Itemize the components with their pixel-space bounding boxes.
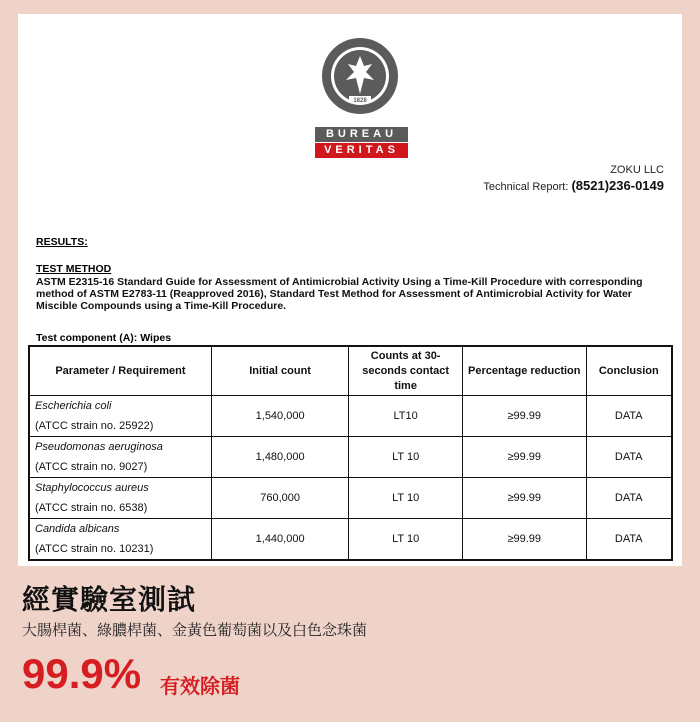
organism-name: Pseudomonas aeruginosa xyxy=(35,441,163,453)
column-header: Conclusion xyxy=(586,346,672,396)
counts-cell: LT 10 xyxy=(349,519,463,561)
conclusion-cell: DATA xyxy=(586,478,672,519)
results-heading: RESULTS: xyxy=(36,236,88,248)
counts-cell: LT10 xyxy=(349,396,463,437)
initial-count-cell: 1,440,000 xyxy=(211,519,348,561)
column-header: Initial count xyxy=(211,346,348,396)
column-header: Parameter / Requirement xyxy=(29,346,211,396)
table-row xyxy=(29,519,672,561)
logo-text-veritas: VERITAS xyxy=(315,143,408,158)
efficacy-label: 有效除菌 xyxy=(160,676,240,698)
column-header: Percentage reduction xyxy=(462,346,586,396)
conclusion-cell: DATA xyxy=(586,396,672,437)
seal-year-text: 1828 xyxy=(353,98,367,104)
technical-report-number: (8521)236-0149 xyxy=(571,178,664,193)
test-component-label: Test component (A): Wipes xyxy=(36,332,172,344)
counts-cell: LT 10 xyxy=(349,478,463,519)
organism-name: Candida albicans xyxy=(35,523,120,535)
conclusion-cell: DATA xyxy=(586,437,672,478)
counts-cell: LT 10 xyxy=(349,437,463,478)
reduction-cell: ≥99.99 xyxy=(462,519,586,561)
parameter-cell xyxy=(29,437,211,478)
reduction-cell: ≥99.99 xyxy=(462,396,586,437)
test-method-description: ASTM E2315-16 Standard Guide for Assessment of Antimicrobial Activity Using a Time-Kill Procedure with corresponding method of ASTM E2783-11 (Reapproved 2016), Standard Test Method for Assessment of Antimicrobial Activity for Water Miscible Compounds using a Time-Kill Procedure. xyxy=(36,276,643,312)
initial-count-cell: 760,000 xyxy=(211,478,348,519)
lab-tested-title: 經實驗室測試 xyxy=(22,584,197,615)
table-row xyxy=(29,478,672,519)
strain-number: (ATCC strain no. 6538) xyxy=(35,502,148,514)
initial-count-cell: 1,480,000 xyxy=(211,437,348,478)
reduction-cell: ≥99.99 xyxy=(462,478,586,519)
technical-report-label: Technical Report: xyxy=(483,181,569,193)
bacteria-list-subtitle: 大腸桿菌、綠膿桿菌、金黃色葡萄菌以及白色念珠菌 xyxy=(22,622,368,639)
parameter-cell xyxy=(29,478,211,519)
parameter-cell xyxy=(29,396,211,437)
strain-number: (ATCC strain no. 10231) xyxy=(35,543,154,555)
initial-count-cell: 1,540,000 xyxy=(211,396,348,437)
logo-text-bureau: BUREAU xyxy=(315,127,408,142)
organism-name: Staphylococcus aureus xyxy=(35,482,149,494)
parameter-cell xyxy=(29,519,211,561)
test-method-heading: TEST METHOD xyxy=(36,263,112,275)
column-header: Counts at 30-seconds contact time xyxy=(349,346,463,396)
test-report-document xyxy=(18,14,682,566)
table-row xyxy=(29,396,672,437)
conclusion-cell: DATA xyxy=(586,519,672,561)
bureau-veritas-seal-icon xyxy=(320,36,400,116)
reduction-cell: ≥99.99 xyxy=(462,437,586,478)
strain-number: (ATCC strain no. 25922) xyxy=(35,420,154,432)
table-header-row xyxy=(29,346,672,396)
table-row xyxy=(29,437,672,478)
company-name: ZOKU LLC xyxy=(610,164,664,176)
results-table xyxy=(28,345,673,561)
technical-report-line xyxy=(483,178,664,193)
organism-name: Escherichia coli xyxy=(35,400,112,412)
efficacy-percentage: 99.9% xyxy=(22,650,142,697)
strain-number: (ATCC strain no. 9027) xyxy=(35,461,148,473)
